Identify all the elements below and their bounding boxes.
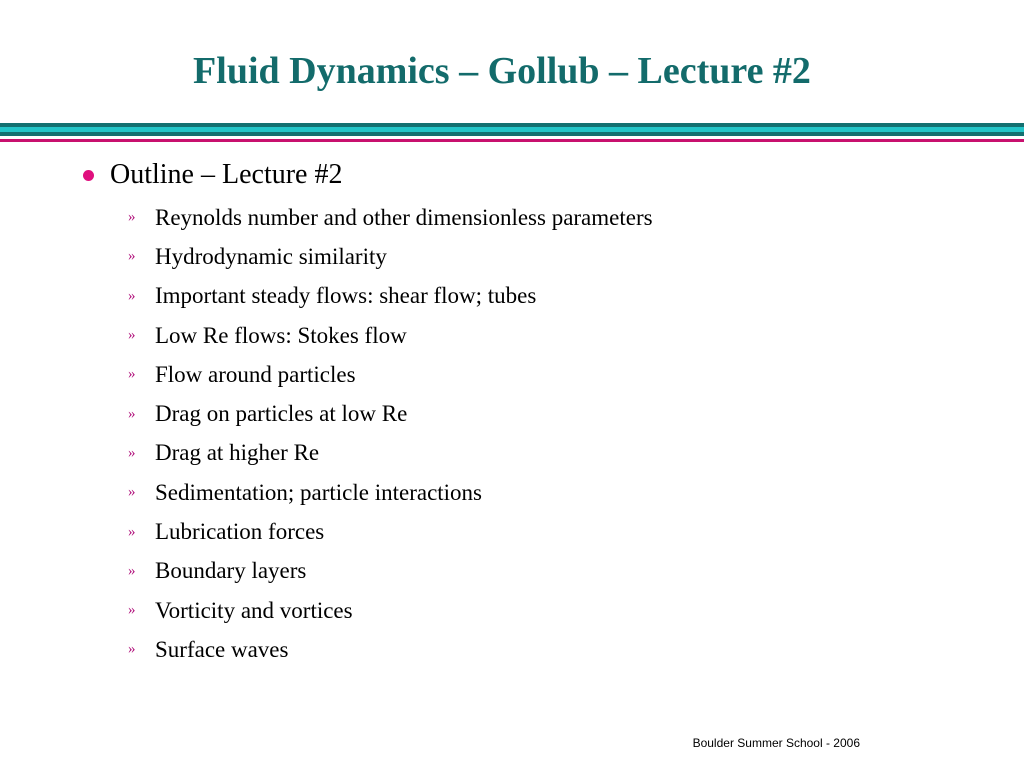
chevron-double-right-icon: » bbox=[128, 602, 136, 619]
outline-topic-text: Low Re flows: Stokes flow bbox=[155, 322, 407, 348]
chevron-double-right-icon: » bbox=[128, 327, 136, 344]
outline-topic-text: Drag at higher Re bbox=[155, 440, 320, 466]
chevron-double-right-icon: » bbox=[128, 405, 136, 422]
chevron-double-right-icon: » bbox=[128, 209, 136, 226]
outline-topic-text: Flow around particles bbox=[155, 361, 356, 387]
slide-title: Fluid Dynamics – Gollub – Lecture #2 bbox=[193, 50, 811, 92]
divider-stripe-dark-bottom bbox=[0, 132, 1024, 136]
chevron-double-right-icon: » bbox=[128, 287, 136, 304]
outline-bullet bbox=[83, 155, 342, 195]
chevron-double-right-icon: » bbox=[128, 444, 136, 461]
outline-topic-text: Vorticity and vortices bbox=[155, 597, 353, 623]
chevron-double-right-icon: » bbox=[128, 484, 136, 501]
outline-topic bbox=[128, 316, 653, 355]
outline-topic bbox=[128, 355, 653, 394]
outline-topic bbox=[128, 434, 653, 473]
chevron-double-right-icon: » bbox=[128, 248, 136, 265]
outline-topic-text: Important steady flows: shear flow; tubes bbox=[155, 283, 537, 309]
chevron-double-right-icon: » bbox=[128, 641, 136, 658]
outline-topic-text: Hydrodynamic similarity bbox=[155, 243, 387, 269]
chevron-double-right-icon: » bbox=[128, 366, 136, 383]
outline-topic-text: Drag on particles at low Re bbox=[155, 401, 408, 427]
outline-topic-text: Sedimentation; particle interactions bbox=[155, 479, 483, 505]
outline-topic bbox=[128, 552, 653, 591]
chevron-double-right-icon: » bbox=[128, 562, 136, 579]
outline-topic bbox=[128, 237, 653, 276]
outline-topic bbox=[128, 512, 653, 551]
bullet-dot-icon bbox=[83, 170, 94, 181]
chevron-double-right-icon: » bbox=[128, 523, 136, 540]
outline-topic bbox=[128, 277, 653, 316]
outline-topic bbox=[128, 473, 653, 512]
outline-heading: Outline – Lecture #2 bbox=[110, 159, 343, 190]
outline-topic-text: Reynolds number and other dimensionless parameters bbox=[155, 204, 653, 230]
outline-topic bbox=[128, 394, 653, 433]
outline-topic-text: Lubrication forces bbox=[155, 519, 325, 545]
slide-footer: Boulder Summer School - 2006 bbox=[692, 736, 860, 750]
outline-topic-text: Surface waves bbox=[155, 636, 289, 662]
divider-stripe-accent bbox=[0, 139, 1024, 142]
outline-topic bbox=[128, 591, 653, 630]
outline-topic-text: Boundary layers bbox=[155, 558, 307, 584]
outline-topic bbox=[128, 198, 653, 237]
outline-topic bbox=[128, 630, 653, 669]
outline-topic-list bbox=[128, 198, 653, 670]
